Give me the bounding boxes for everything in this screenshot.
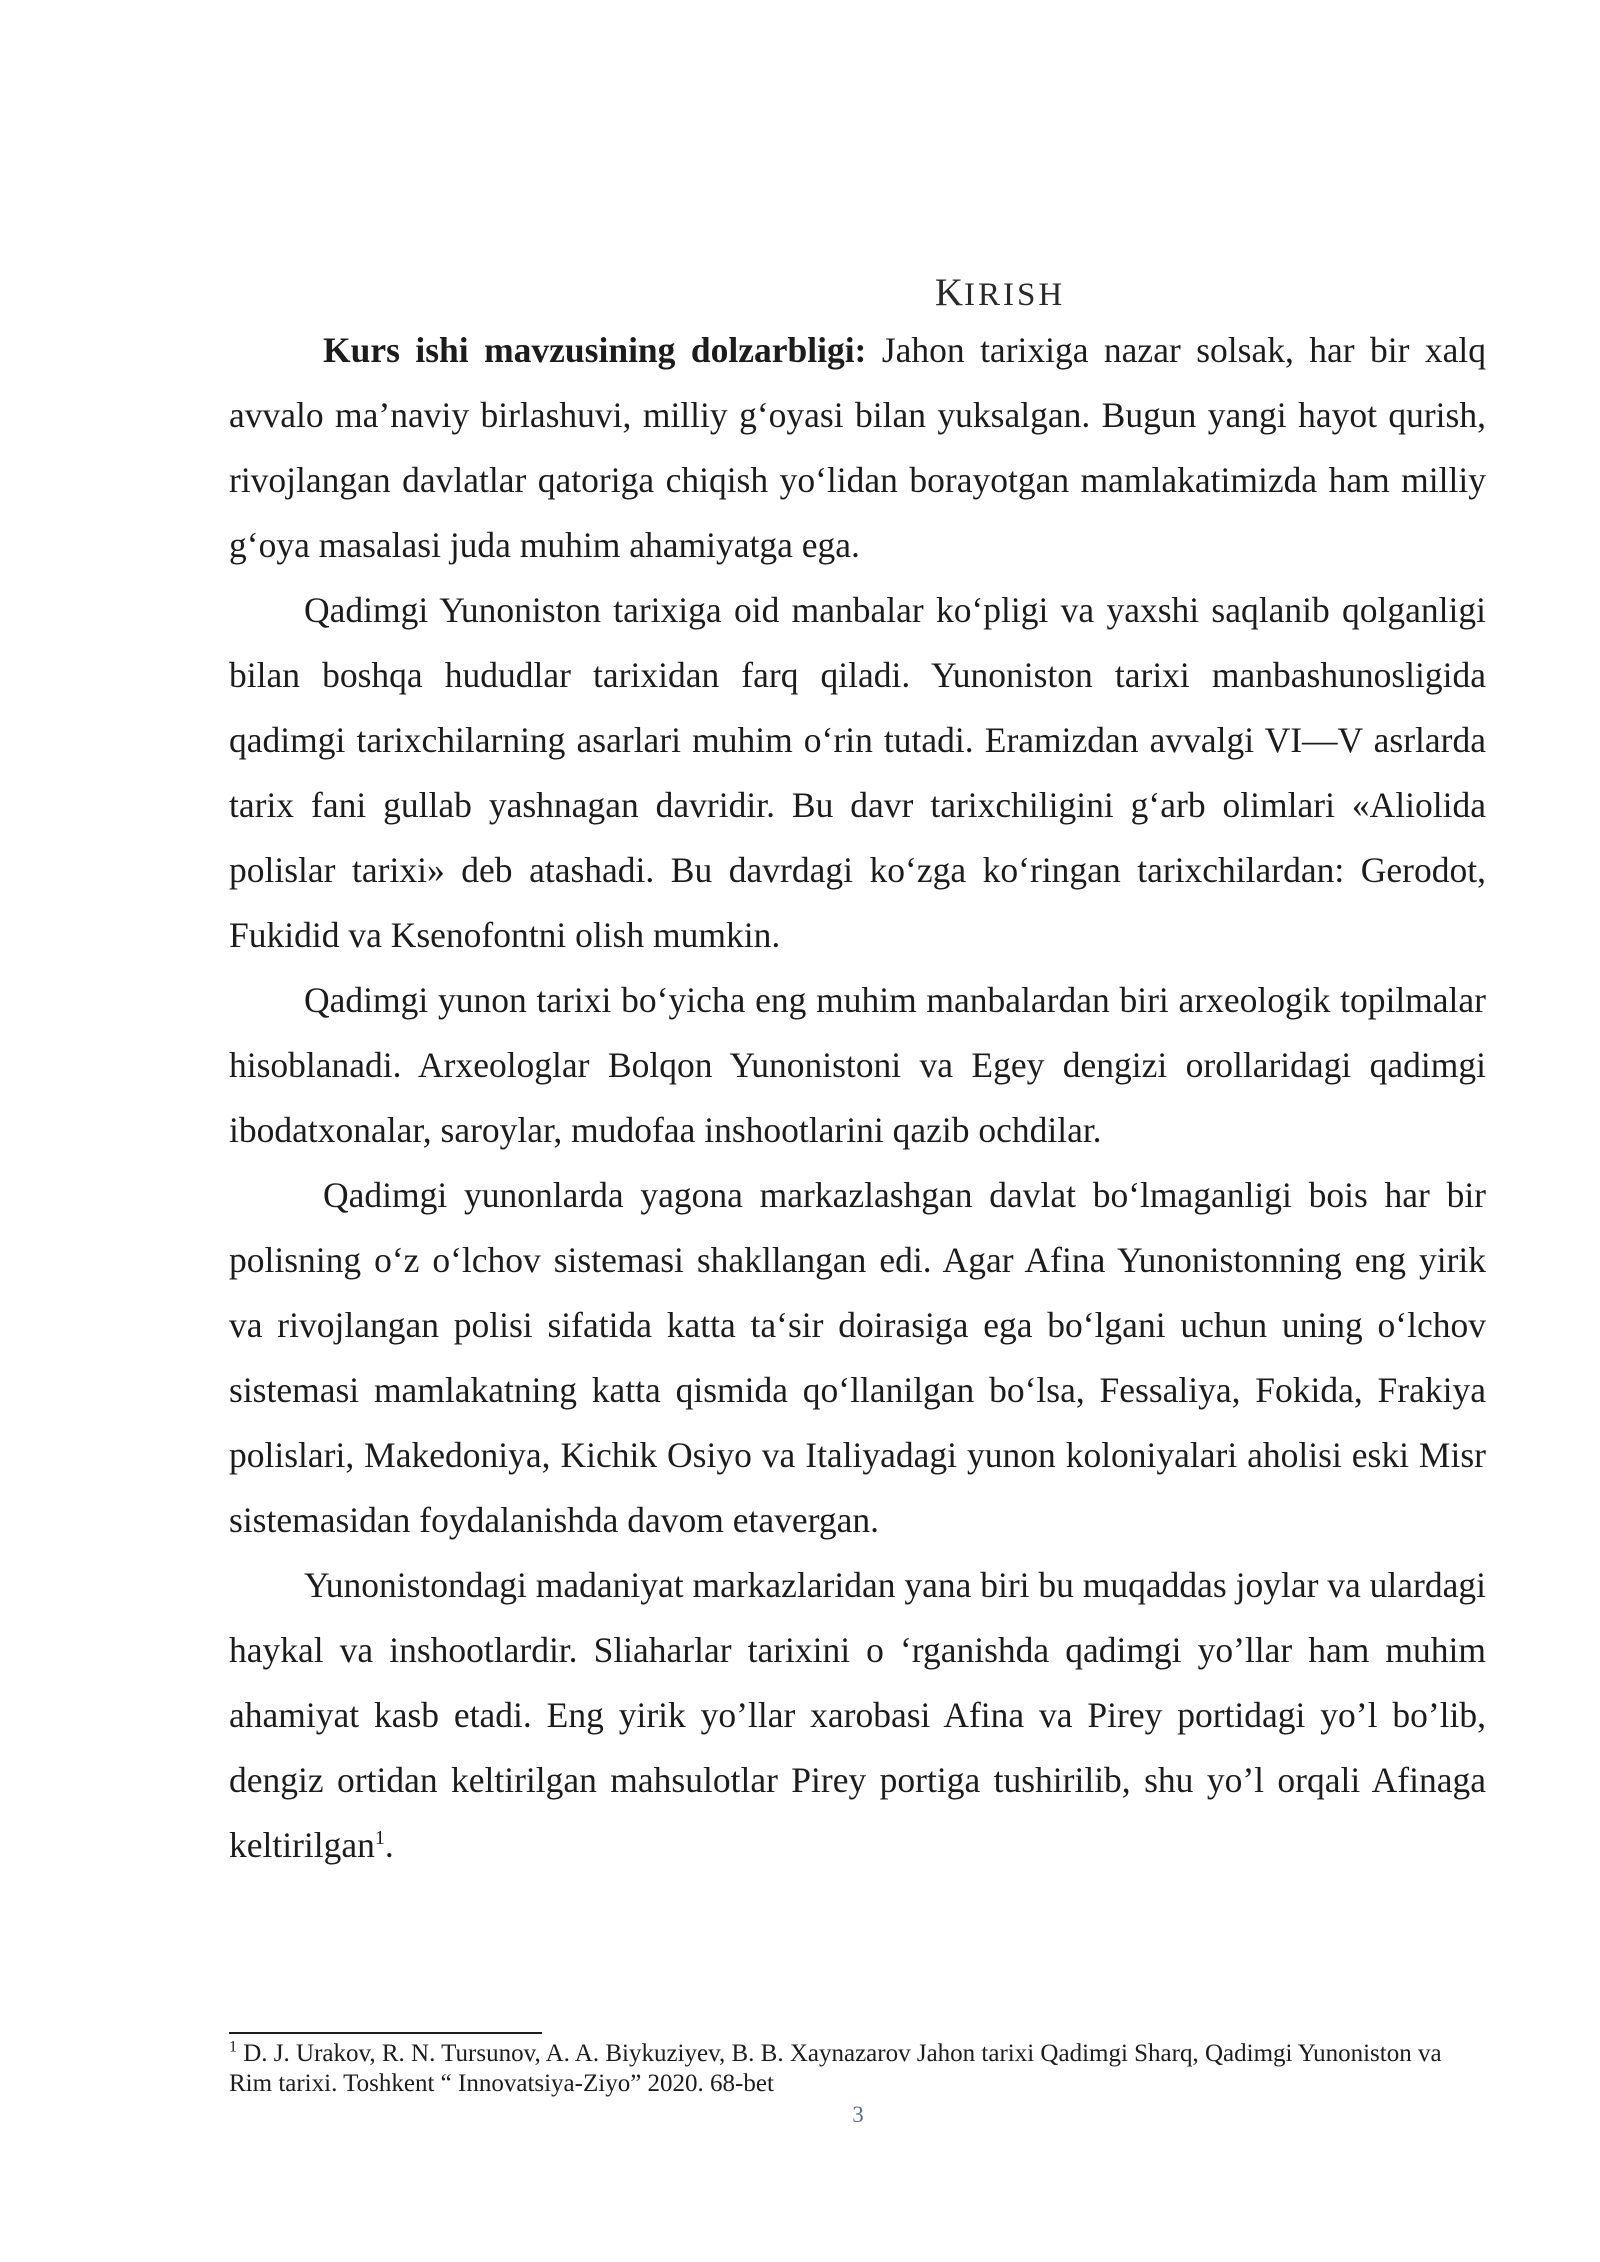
paragraph-text: Jahon tarixiga nazar solsak, har bir xalq avvalo ma’naviy birlashuvi, milliy g‘oyasi bilan yuksalgan. Bugun yangi hayot qurish, rivojlangan davlatlar qatoriga chiqish yo‘lidan borayotgan mamlakatimizda ham milliy g‘oya masalasi juda muhim ahamiyatga ega. — [229, 330, 1486, 565]
paragraph-text: Qadimgi yunon tarixi bo‘yicha eng muhim manbalardan biri arxeologik topilmalar hisoblanadi. Arxeologlar Bolqon Yunonistoni va Egey dengizi orollaridagi qadimgi ibodatxonalar, saroylar, mudofaa inshootlarini qazib ochdilar. — [229, 980, 1486, 1150]
footnote — [229, 2039, 1486, 2099]
paragraph-1 — [229, 318, 1486, 578]
paragraph-text: Qadimgi Yunoniston tarixiga oid manbalar ko‘pligi va yaxshi saqlanib qolganligi bilan boshqa hududlar tarixidan farq qiladi. Yunoniston tarixi manbashunosligida qadimgi tarixchilarning asarlari muhim o‘rin tutadi. Eramizdan avvalgi VI—V asrlarda tarix fani gullab yashnagan davridir. Bu davr tarixchiligini g‘arb olimlari «Aliolida polislar tarixi» deb atashadi. Bu davrdagi ko‘zga ko‘ringan tarixchilardan: Gerodot, Fukidid va Ksenofontni olish mumkin. — [229, 590, 1486, 955]
paragraph-5 — [229, 1553, 1486, 1878]
heading-initial: K — [934, 271, 964, 314]
paragraph-3 — [229, 968, 1486, 1163]
paragraph-2 — [229, 578, 1486, 968]
footnote-text: D. J. Urakov, R. N. Tursunov, A. A. Biykuziyev, B. B. Xaynazarov Jahon tarixi Qadimgi Sharq, Qadimgi Yunoniston va Rim tarixi. Toshkent “ Innovatsiya-Ziyo” 2020. 68-bet — [229, 2040, 1442, 2097]
paragraph-4 — [229, 1163, 1486, 1553]
paragraph-text: Yunonistondagi madaniyat markazlaridan yana biri bu muqaddas joylar va ulardagi haykal va inshootlardir. Sliaharlar tarixini o ‘rganishda qadimgi yo’llar ham muhim ahamiyat kasb etadi. Eng yirik yo’llar xarobasi Afina va Pirey portidagi yo’l bo’lib, dengiz ortidan keltirilgan mahsulotlar Pirey portiga tushirilib, shu yo’l orqali Afinaga keltirilgan — [229, 1565, 1486, 1865]
footnote-reference[interactable]: 1 — [374, 1827, 385, 1850]
page-number: 3 — [852, 2102, 864, 2127]
heading-rest: IRISH — [963, 277, 1066, 313]
body-text — [229, 318, 1486, 1878]
paragraph-lead: Kurs ishi mavzusining dolzarbligi: — [323, 330, 867, 370]
paragraph-text: Qadimgi yunonlarda yagona markazlashgan davlat bo‘lmaganligi bois har bir polisning o‘z o‘lchov sistemasi shakllangan edi. Agar Afina Yunonistonning eng yirik va rivojlangan polisi sifatida katta ta‘sir doirasiga ega bo‘lgani uchun uning o‘lchov sistemasi mamlakatning katta qismida qo‘llanilgan bo‘lsa, Fessaliya, Fokida, Frakiya polislari, Makedoniya, Kichik Osiyo va Italiyadagi yunon koloniyalari aholisi eski Misr sistemasidan foydalanishda davom etavergan. — [229, 1175, 1486, 1540]
footnote-number: 1 — [229, 2038, 237, 2056]
paragraph-tail: . — [384, 1825, 394, 1865]
footnote-divider — [229, 2032, 542, 2034]
section-heading — [0, 270, 1600, 315]
